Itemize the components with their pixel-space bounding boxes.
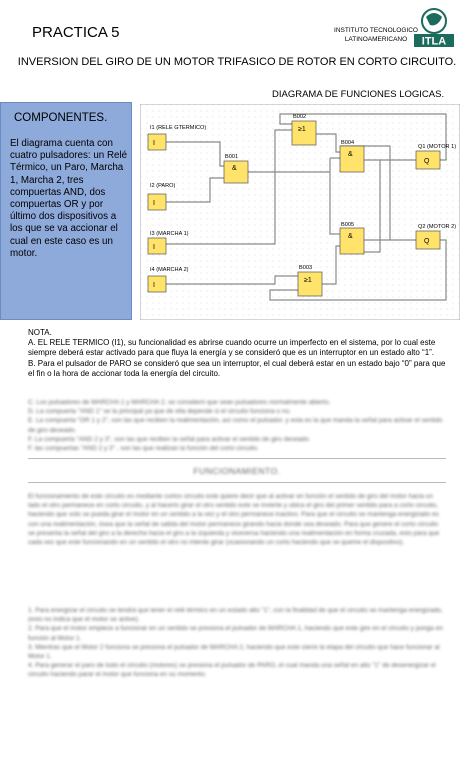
- nota-section: [28, 328, 446, 379]
- blurred-list-item: C. Los pulsadores de MARCHA 1 y MARCHA 2, se consideró que sean pulsadores normalmente abierto.: [28, 399, 331, 406]
- output-q2-symbol: Q: [424, 238, 430, 245]
- input-i3-label: I3 (MARCHA 1): [150, 231, 189, 237]
- blurred-list-item: E. La compuerta "OR 1 y 2", son las que reciben la realimentación, así como el pulsador, y esta es la que manda la señal para activar el sentido de giro deseado.: [28, 417, 443, 434]
- input-i1-symbol: I: [153, 140, 155, 147]
- logo-text: ITLA: [421, 35, 447, 48]
- gate-b005-symbol: &: [348, 233, 353, 240]
- logic-diagram: [140, 104, 460, 320]
- numbered-item: 2. Para que el motor empiece a funcionar en un sentido se presiona el pulsador de MARCHA 1, haciendo que este gire en el circuito y ponga en función al Motor 1.: [28, 625, 443, 642]
- divider: [28, 458, 446, 459]
- gate-b004-label: B004: [341, 140, 355, 146]
- numbered-item: 3. Mientras que el Motor 2 funciona se presiona el pulsador de MARCHA 2, haciendo que este cierre la etapa del circuito que hace funcionar al Motor 1.: [28, 643, 440, 661]
- blurred-list-item: D. La compuerta "AND 1" se la principal ya que de ella depende si el circuito funciona o no.: [28, 408, 291, 416]
- blurred-list-item: F. las compuertas "AND 2 y 3" , son las que realizan la función del corto circuito.: [28, 445, 259, 453]
- nota-title: NOTA.: [28, 328, 52, 337]
- gate-b005-label: B005: [341, 222, 355, 228]
- gate-b003-label: B003: [299, 265, 313, 271]
- input-i3-symbol: I: [153, 244, 155, 251]
- input-i2-label: I2 (PARO): [150, 183, 176, 189]
- input-i2-symbol: I: [153, 200, 155, 207]
- numbered-item: 1. Para energizar el circuito se tendrá que tener el relé térmico en un estado alto "1", con la finalidad de que el circuito se mantenga energizado, (esto no indica que el motor se active).: [28, 607, 443, 624]
- nota-item-a: A. EL RELE TERMICO (I1), su funcionalidad es abrirse cuando ocurre un imperfecto en el sistema, por lo cual este siempre deberá estar activado para que fluya la energía y se consideró que es un interruptor en un estado alto “1”.: [28, 338, 436, 358]
- gate-b004-symbol: &: [348, 151, 353, 158]
- institute-line1: INSTITUTO TECNOLOGICO: [334, 27, 418, 34]
- divider: [28, 482, 446, 483]
- components-title: COMPONENTES.: [14, 112, 108, 124]
- gate-b001-label: B001: [225, 154, 239, 160]
- nota-item-b: B. Para el pulsador de PARO se consideró que sea un interruptor, el cual deberá estar en un estado bajo “0” para que el fin o la hora de accionar toda la energía del circuito.: [28, 358, 446, 378]
- institute-line2: LATINOAMERICANO: [344, 36, 408, 43]
- gate-b002-symbol: ≥1: [298, 126, 306, 133]
- diagram-heading: DIAGRAMA DE FUNCIONES LOGICAS.: [272, 89, 445, 100]
- funcionamiento-title: FUNCIONAMIENTO.: [193, 466, 281, 476]
- funcionamiento-paragraph: El funcionamiento de este circuito es mediante cortos circuito este quiere decir que al activar en función el sentido de giro del motor hacia un lado el otro permanece en corto circuito, y al hacerlo girar el otro sentido este se invierte y ubica el giro del primer sentido para a corto circuito, haciendo que solo se pueda girar el motor en un sentido a la vez y el otro permanece inactivo. Para que el circuito se mantenga energizado es con una realimentación, ósea que la señal de salida del motor permanece girando hacia donde sea deseado. Para que genere el corto circuito se presenta la señal del giro a la derecha hacia el giro a la izquierda y viceversa haciendo una realimentación en forma cruzada, esto para que cada vez que este funcionando en un sentido el otro no intente girar (ocasionando un corto haciendo que se queme el dispositivo).: [28, 493, 440, 547]
- blurred-list-item: F. La compuerta "AND 2 y 3", son las que reciben la señal para activar el sentido de giro deseado.: [28, 435, 311, 443]
- output-q1-label: Q1 (MOTOR 1): [418, 144, 457, 150]
- document-title: INVERSION DEL GIRO DE UN MOTOR TRIFASICO DE ROTOR EN CORTO CIRCUITO.: [17, 56, 457, 68]
- practica-title: PRACTICA 5: [32, 24, 120, 41]
- numbered-list: [28, 606, 446, 680]
- itla-logo: [408, 7, 460, 49]
- output-q1-symbol: Q: [424, 158, 430, 165]
- numbered-item: 4. Para generar el paro de todo el circuito (motores) se presiona el pulsador de PARO, el cual manda una señal en alto "1" de desenergizar el circuito haciendo parar el motor que funciona en su momento.: [28, 662, 436, 679]
- input-i1-label: I1 (RELE GTERMICO): [150, 125, 207, 131]
- gate-b002-label: B002: [293, 114, 307, 120]
- output-q2-label: Q2 (MOTOR 2): [418, 224, 457, 230]
- input-i4-symbol: I: [153, 282, 155, 289]
- components-text: El diagrama cuenta con cuatro pulsadores: un Relé Térmico, un Paro, Marcha 1, Marcha 2, tres compuertas AND, dos compuertas OR y por último dos dispositivos a los que se va accionar el cual en este caso es un motor.: [10, 138, 128, 259]
- gate-b003-symbol: ≥1: [304, 277, 312, 284]
- input-i4-label: I4 (MARCHA 2): [150, 267, 189, 273]
- gate-b001-symbol: &: [232, 165, 237, 172]
- blurred-list: [28, 398, 446, 453]
